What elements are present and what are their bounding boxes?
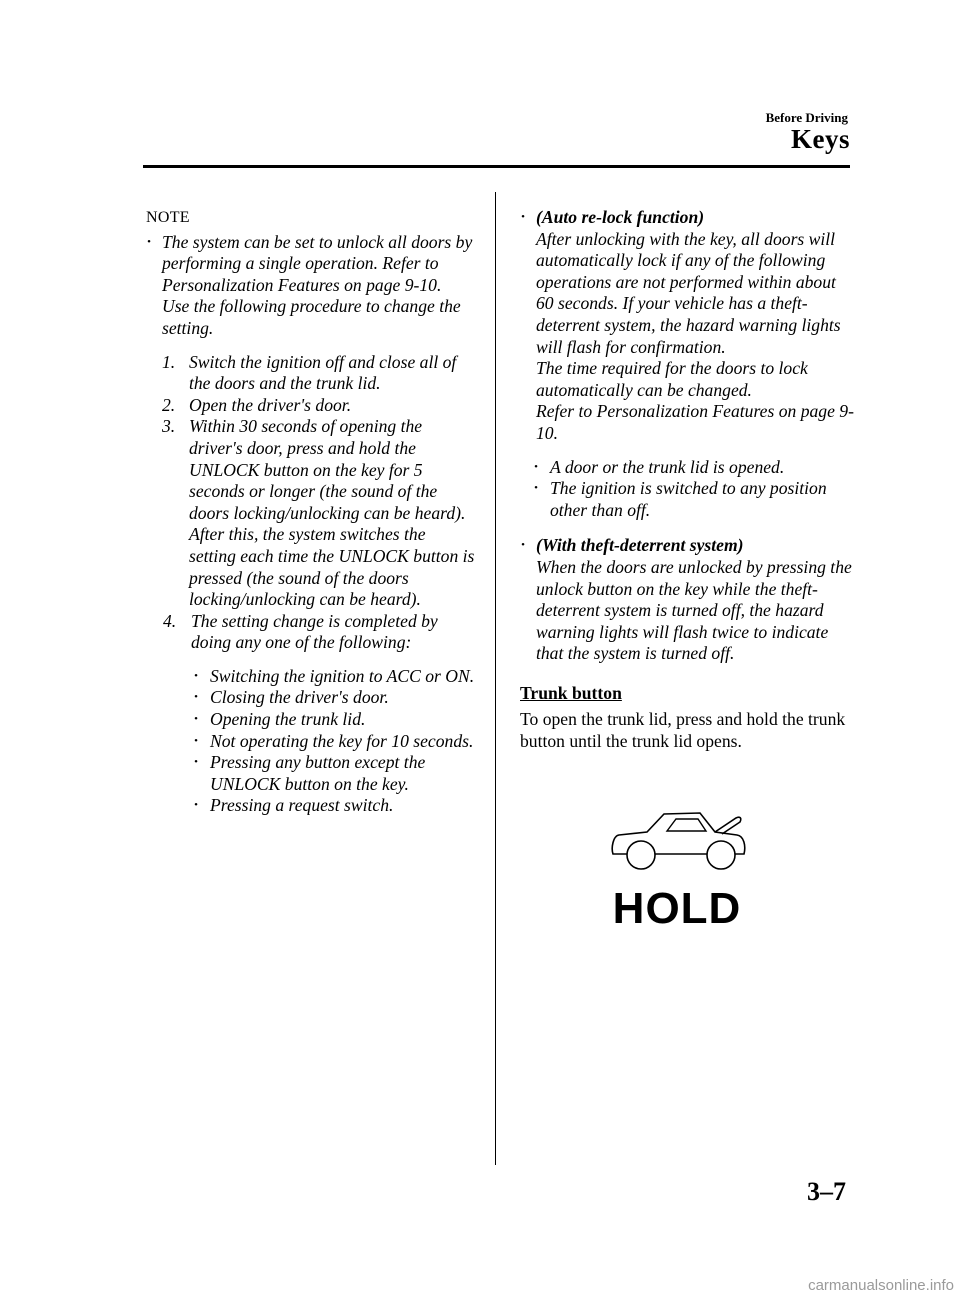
- right-column: [520, 207, 855, 752]
- note-label: NOTE: [146, 209, 190, 226]
- relock-text-3: Refer to Personalization Features on page 9-10.: [536, 401, 854, 443]
- theft-text: When the doors are unlocked by pressing the unlock button on the key while the theft-deterrent system is turned off, the hazard warning lights will flash twice to indicate that the system is turned off.: [536, 556, 852, 664]
- note-bullet-text: • The system can be set to unlock all doors by performing a single operation. Refer to Personalization Features on page 9-10.: [162, 231, 473, 295]
- completion-item: • Closing the driver's door.: [146, 687, 476, 709]
- trunk-text: To open the trunk lid, press and hold the trunk button until the trunk lid opens.: [520, 709, 846, 752]
- step-text: Open the driver's door.: [189, 394, 352, 415]
- watermark: carmanualsonline.info: [808, 1277, 954, 1294]
- completion-item: • Not operating the key for 10 seconds.: [146, 731, 476, 753]
- page-number: 3–7: [807, 1177, 846, 1206]
- note-bullet: [146, 232, 476, 340]
- relock-text-2: The time required for the doors to lock automatically can be changed.: [536, 358, 808, 400]
- trunk-heading: Trunk button: [520, 682, 622, 703]
- completion-item: • Pressing a request switch.: [146, 795, 476, 817]
- completion-item: • Switching the ignition to ACC or ON.: [146, 666, 476, 688]
- header-rule: [143, 165, 850, 168]
- step-text: The setting change is completed by doing any one of the following:: [191, 610, 438, 653]
- trunk-figure: [597, 802, 757, 932]
- header-section: Before Driving: [765, 110, 848, 125]
- relock-item: • The ignition is switched to any position other than off.: [520, 478, 855, 521]
- step-number: 4.: [163, 610, 177, 631]
- relock-bullet: [520, 207, 855, 445]
- relock-title: • (Auto re-lock function): [536, 207, 705, 227]
- step-text: Switch the ignition off and close all of the doors and the trunk lid.: [189, 351, 457, 394]
- left-column: [146, 207, 476, 817]
- step-text: Within 30 seconds of opening the driver's door, press and hold the UNLOCK button on the key for 5 seconds or longer (the sound of the doors locking/unlocking can be heard).: [189, 416, 466, 523]
- column-divider: [495, 192, 496, 1165]
- step-number: 3.: [162, 416, 176, 437]
- step-item: [146, 416, 476, 610]
- step-item: [146, 395, 476, 417]
- theft-title: • (With theft-deterrent system): [536, 535, 744, 556]
- car-trunk-open-icon: [597, 802, 757, 882]
- step-number: 2.: [162, 394, 176, 415]
- hold-label: HOLD: [612, 884, 742, 933]
- completion-item: • Opening the trunk lid.: [146, 709, 476, 731]
- theft-bullet: [520, 535, 855, 665]
- completion-item: • Pressing any button except the UNLOCK button on the key.: [146, 752, 476, 795]
- step-item: [146, 611, 476, 654]
- step-number: 1.: [162, 351, 176, 372]
- step-item: [146, 352, 476, 395]
- note-bullet-text-2: Use the following procedure to change the setting.: [162, 296, 461, 338]
- relock-item: • A door or the trunk lid is opened.: [520, 457, 855, 479]
- step-text-2: After this, the system switches the setting each time the UNLOCK button is pressed (the sound of the doors locking/unlocking can be heard).: [189, 524, 475, 610]
- relock-text: After unlocking with the key, all doors will automatically lock if any of the following operations are not performed within about 60 seconds. If your vehicle has a theft-deterrent system, the hazard warning lights will flash for confirmation.: [536, 228, 841, 357]
- header-title: Keys: [791, 124, 850, 154]
